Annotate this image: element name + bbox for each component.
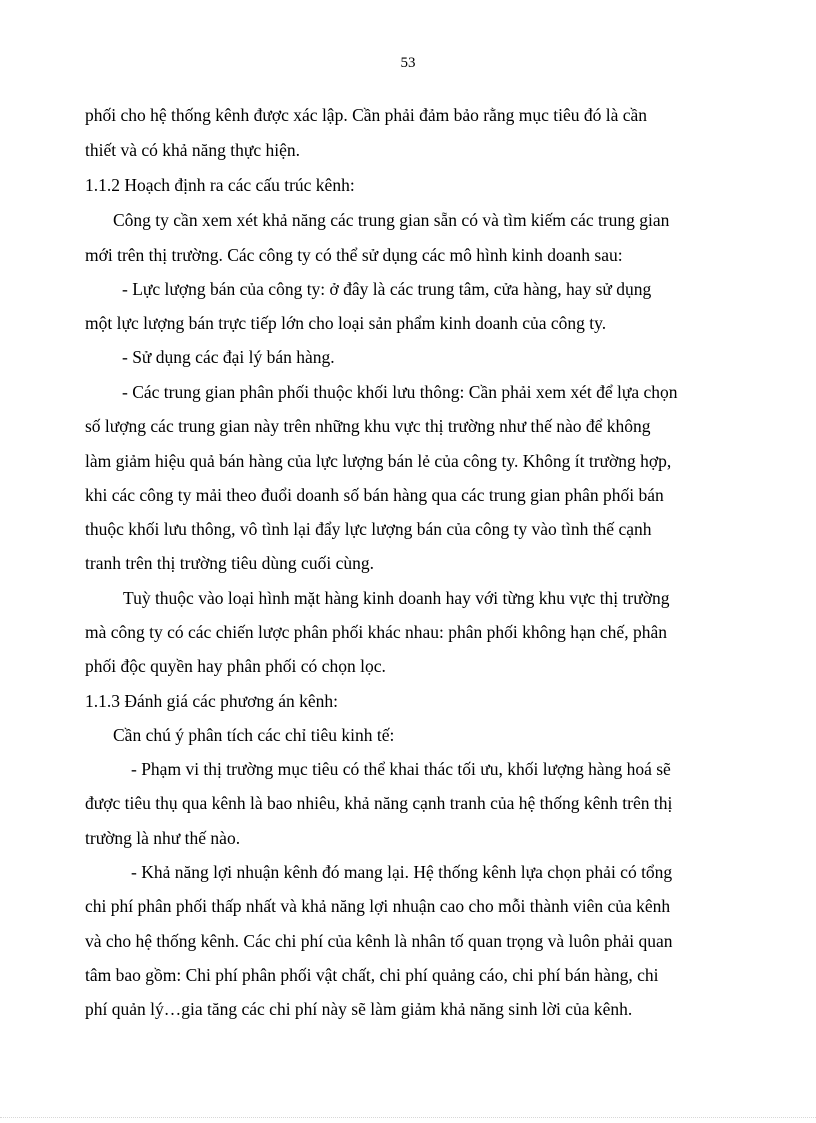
paragraph-line: Cần chú ý phân tích các chỉ tiêu kinh tế: <box>113 725 395 745</box>
page-edge-divider <box>0 1117 816 1118</box>
paragraph-line: Công ty cần xem xét khả năng các trung gian sẵn có và tìm kiếm các trung gian <box>113 210 670 230</box>
paragraph-line: số lượng các trung gian này trên những khu vực thị trường như thế nào để không <box>85 416 651 436</box>
paragraph-line: thiết và có khả năng thực hiện. <box>85 140 301 160</box>
paragraph-line: tranh trên thị trường tiêu dùng cuối cùng. <box>85 553 374 573</box>
paragraph-line: và cho hệ thống kênh. Các chi phí của kênh là nhân tố quan trọng và luôn phải quan <box>85 931 673 951</box>
paragraph-line: mới trên thị trường. Các công ty có thể sử dụng các mô hình kinh doanh sau: <box>85 245 623 265</box>
paragraph-line: phối độc quyền hay phân phối có chọn lọc. <box>85 656 386 676</box>
bullet-line: - Các trung gian phân phối thuộc khối lưu thông: Cần phải xem xét để lựa chọn <box>122 382 678 402</box>
section-heading: 1.1.2 Hoạch định ra các cấu trúc kênh: <box>85 175 355 195</box>
paragraph-line: được tiêu thụ qua kênh là bao nhiêu, khả năng cạnh tranh của hệ thống kênh trên thị <box>85 793 673 813</box>
paragraph-line: Tuỳ thuộc vào loại hình mặt hàng kinh doanh hay với từng khu vực thị trường <box>123 588 670 608</box>
section-heading: 1.1.3 Đánh giá các phương án kênh: <box>85 691 338 711</box>
paragraph-line: chi phí phân phối thấp nhất và khả năng lợi nhuận cao cho mỗi thành viên của kênh <box>85 896 671 916</box>
bullet-line: - Sử dụng các đại lý bán hàng. <box>122 347 335 367</box>
paragraph-line: làm giảm hiệu quả bán hàng của lực lượng bán lẻ của công ty. Không ít trường hợp, <box>85 451 672 471</box>
page-number: 53 <box>400 55 416 71</box>
paragraph-line: khi các công ty mải theo đuổi doanh số bán hàng qua các trung gian phân phối bán <box>85 485 664 505</box>
bullet-line: - Lực lượng bán của công ty: ở đây là các trung tâm, cửa hàng, hay sử dụng <box>122 279 652 299</box>
bullet-line: - Phạm vi thị trường mục tiêu có thể khai thác tối ưu, khối lượng hàng hoá sẽ <box>131 759 671 779</box>
paragraph-line: phối cho hệ thống kênh được xác lập. Cần phải đảm bảo rằng mục tiêu đó là cần <box>85 105 648 125</box>
paragraph-line: thuộc khối lưu thông, vô tình lại đẩy lực lượng bán của công ty vào tình thế cạnh <box>85 519 652 539</box>
paragraph-line: một lực lượng bán trực tiếp lớn cho loại sản phẩm kinh doanh của công ty. <box>85 313 607 333</box>
paragraph-line: phí quản lý…gia tăng các chi phí này sẽ làm giảm khả năng sinh lời của kênh. <box>85 999 633 1019</box>
paragraph-line: mà công ty có các chiến lược phân phối khác nhau: phân phối không hạn chế, phân <box>85 622 667 642</box>
bullet-line: - Khả năng lợi nhuận kênh đó mang lại. Hệ thống kênh lựa chọn phải có tổng <box>131 862 673 882</box>
paragraph-line: tâm bao gồm: Chi phí phân phối vật chất, chi phí quảng cáo, chi phí bán hàng, chi <box>85 965 659 985</box>
paragraph-line: trường là như thế nào. <box>85 828 241 848</box>
